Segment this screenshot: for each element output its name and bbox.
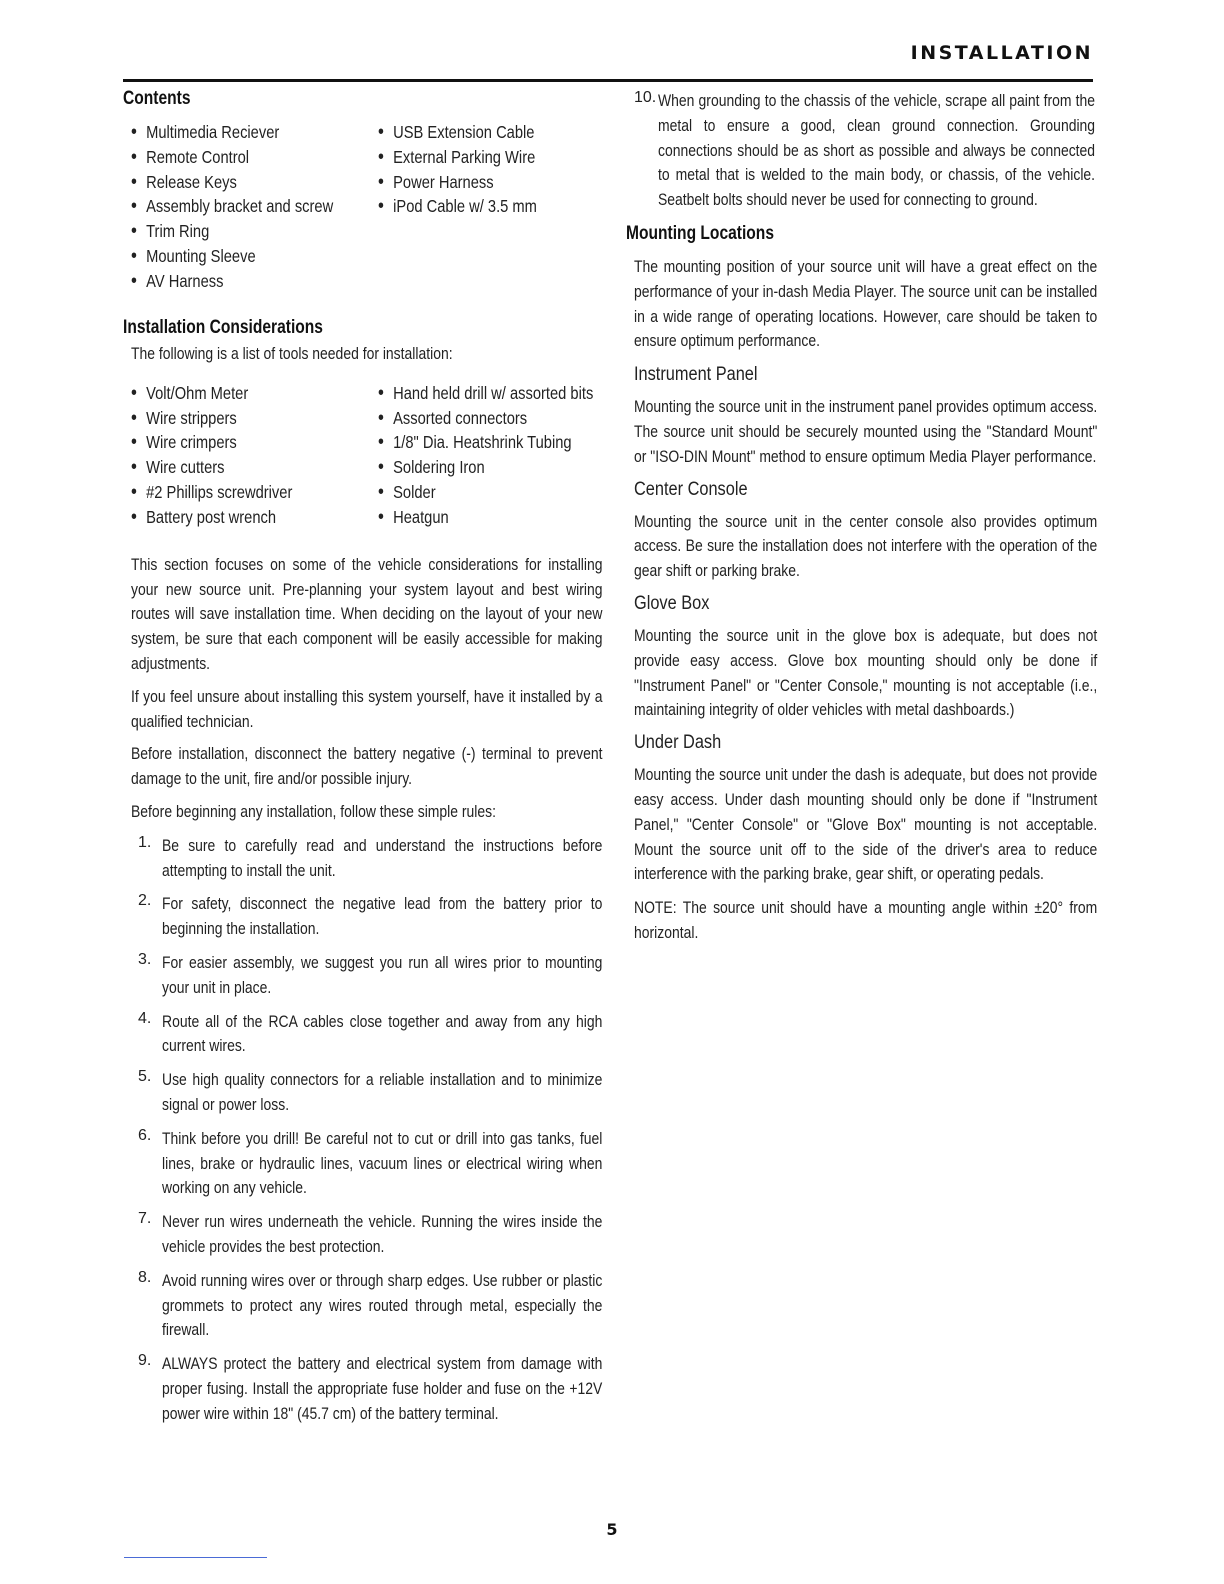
paragraph: The mounting position of your source unit will have a great effect on the performance of your in-dash Media Player. The source unit can be installed in a wide range of operating locations. However, care should be taken to ensure optimum performance. — [634, 256, 1098, 351]
paragraph: Mounting the source unit in the instrument panel provides optimum access. The source unit should be securely mounted using the "Standard Mount" or "ISO-DIN Mount" method to ensure optimum Media Player performance. — [634, 397, 1098, 466]
paragraph: Before beginning any installation, follow these simple rules: — [131, 801, 496, 821]
list-item: • Hand held drill w/ assorted bits — [378, 381, 593, 406]
under-dash-heading: Under Dash — [634, 732, 722, 754]
list-item: • Remote Control — [131, 145, 333, 170]
list-item: 1. Be sure to carefully read and understand the instructions before attempting to install the unit. — [138, 833, 603, 880]
list-item: • USB Extension Cable — [378, 120, 537, 145]
rules-list-continued — [626, 89, 1096, 213]
contents-heading: Contents — [123, 88, 191, 109]
list-item: • Wire cutters — [131, 455, 292, 480]
paragraph: Mounting the source unit in the glove box is adequate, but does not provide easy access. Glove box mounting should only be done if "Instrument Panel" or "Center Console," mounting is not acceptable (i.e., maintaining integrity of older vehicles with metal dashboards.) — [634, 625, 1098, 720]
mounting-heading: Mounting Locations — [626, 222, 774, 244]
list-item: • #2 Phillips screwdriver — [131, 480, 292, 505]
glove-box-heading: Glove Box — [634, 592, 710, 614]
list-item: • External Parking Wire — [378, 145, 537, 170]
list-item: 10. When grounding to the chassis of the vehicle, scrape all paint from the metal to ensure a good, clean ground connection. Grounding connections should be as short as possible and always be connected to metal that is welded to the main body, or chassis, of the vehicle. Seatbelt bolts should never be used for connecting to ground. — [634, 89, 1096, 210]
list-item: • Wire strippers — [131, 406, 292, 431]
list-item: • Multimedia Reciever — [131, 120, 333, 145]
list-item: • Heatgun — [378, 505, 593, 530]
instrument-panel-heading: Instrument Panel — [634, 364, 758, 386]
list-item: • Assembly bracket and screw — [131, 194, 333, 219]
list-item: 8. Avoid running wires over or through sharp edges. Use rubber or plastic grommets to protect any wires routed through metal, especially the firewall. — [138, 1268, 603, 1340]
tools-list-left — [131, 381, 323, 530]
list-item: 5. Use high quality connectors for a reliable installation and to minimize signal or power loss. — [138, 1068, 603, 1114]
rules-list — [131, 833, 603, 1427]
list-item: 9. ALWAYS protect the battery and electrical system from damage with proper fusing. Install the appropriate fuse holder and fuse on the +12V power wire within 18" (45.7 cm) of the battery terminal. — [138, 1352, 603, 1423]
paragraph: Mounting the source unit under the dash is adequate, but does not provide easy access. Under dash mounting should only be done if "Instrument Panel," "Center Console" or "Glove Box" mounting is not acceptable. Mount the source unit off to the side of the driver's area to reduce interference with the parking brake, gear shift, or operating pedals. — [634, 765, 1098, 884]
list-item: • Battery post wrench — [131, 505, 292, 530]
list-item: 4. Route all of the RCA cables close together and away from any high current wires. — [138, 1009, 603, 1056]
list-item: 7. Never run wires underneath the vehicle. Running the wires inside the vehicle provides the best protection. — [138, 1210, 603, 1256]
list-item: • Assorted connectors — [378, 406, 593, 431]
note: NOTE: The source unit should have a mounting angle within ±20° from horizontal. — [634, 898, 1098, 942]
section-title: INSTALLATION — [910, 42, 1093, 64]
tools-list-right — [378, 381, 634, 530]
tools-list — [123, 381, 593, 531]
center-console-heading: Center Console — [634, 478, 748, 500]
list-item: • Volt/Ohm Meter — [131, 381, 292, 406]
contents-list-right — [378, 120, 567, 219]
paragraph: Before installation, disconnect the battery negative (-) terminal to prevent damage to the unit, fire and/or possible injury. — [131, 744, 603, 789]
list-item: • Power Harness — [378, 170, 537, 195]
list-item: • Mounting Sleeve — [131, 244, 333, 269]
paragraph: This section focuses on some of the vehicle considerations for installing your new source unit. Pre-planning your system layout and best wiring routes will save installation time. When deciding on the layout of your new system, be sure that each component will be easily accessible for making adjustments. — [131, 554, 603, 673]
footer-rule — [124, 1557, 267, 1558]
paragraph: Mounting the source unit in the center console also provides optimum access. Be sure the installation does not interfere with the operation of the gear shift or parking brake. — [634, 511, 1098, 581]
left-column — [123, 88, 603, 1427]
list-item: • Wire crimpers — [131, 430, 292, 455]
header-rule — [123, 79, 1093, 82]
list-item: • Release Keys — [131, 170, 333, 195]
page-number: 5 — [606, 1520, 618, 1539]
list-item: • Soldering Iron — [378, 455, 593, 480]
list-item: • Trim Ring — [131, 219, 333, 244]
list-item: 6. Think before you drill! Be careful not to cut or drill into gas tanks, fuel lines, brake or hydraulic lines, vacuum lines or electrical wiring when working on any vehicle. — [138, 1126, 603, 1198]
installation-heading: Installation Considerations — [123, 317, 323, 338]
contents-list-left — [131, 120, 372, 294]
paragraph: If you feel unsure about installing this system yourself, have it installed by a qualified technician. — [131, 686, 603, 731]
list-item: • Solder — [378, 480, 593, 505]
list-item: • 1/8" Dia. Heatshrink Tubing — [378, 430, 593, 455]
contents-list — [123, 120, 593, 295]
list-item: • iPod Cable w/ 3.5 mm — [378, 194, 537, 219]
tools-intro: The following is a list of tools needed for installation: — [131, 344, 453, 363]
list-item: • AV Harness — [131, 269, 333, 294]
right-column — [626, 89, 1096, 946]
list-item: 3. For easier assembly, we suggest you run all wires prior to mounting your unit in place. — [138, 950, 603, 997]
list-item: 2. For safety, disconnect the negative lead from the battery prior to beginning the installation. — [138, 892, 603, 939]
